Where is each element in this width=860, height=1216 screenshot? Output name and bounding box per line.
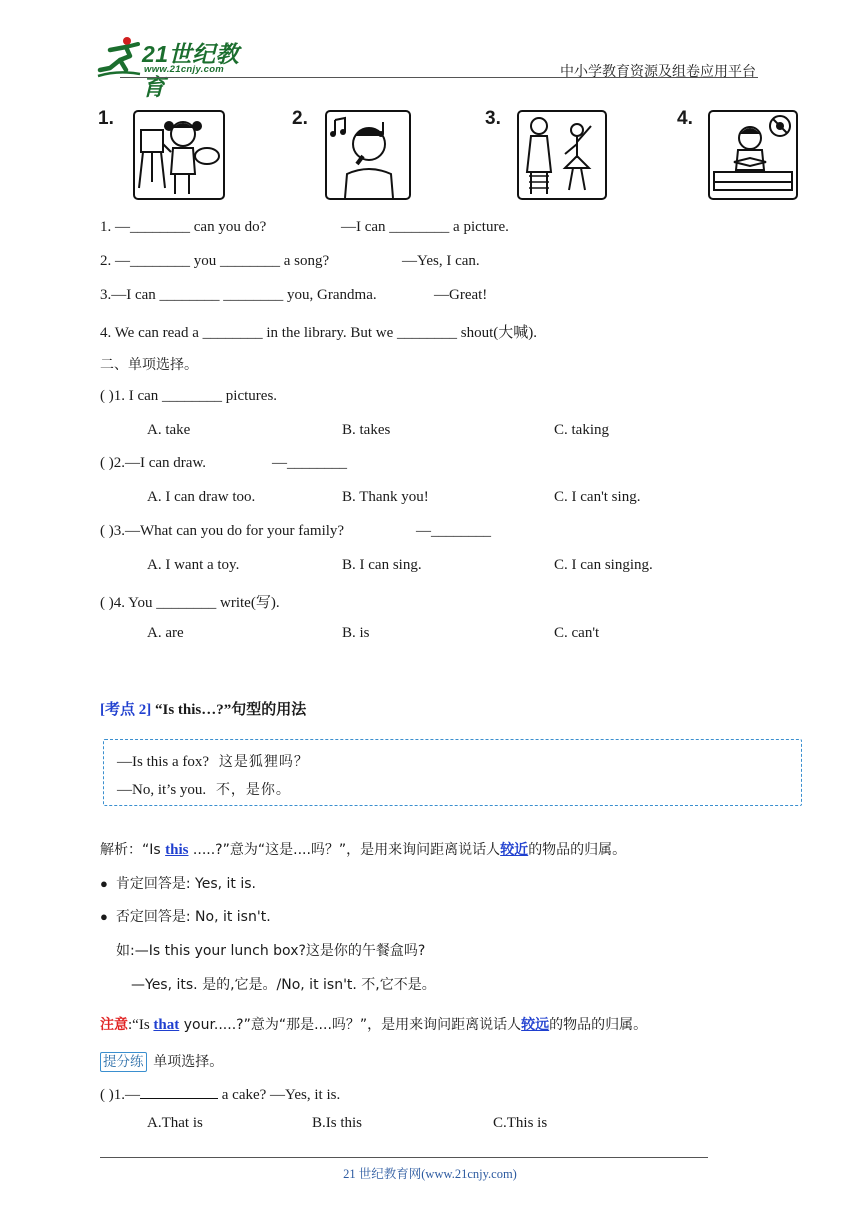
fill-question-1-answer: —I can ________ a picture. [341,219,509,235]
footer-divider [100,1157,708,1158]
platform-name: 中小学教育资源及组卷应用平台 [560,64,756,80]
practice-tag: 提分练 [100,1052,147,1072]
example-line-1-cn: 这是狐狸吗？ [218,754,309,770]
fill-question-3 [100,287,488,304]
grandma-dancing-icon [517,110,607,200]
mc-q3-option-c: C. I can singing. [554,557,653,573]
picture-number-2: 2. [292,108,308,129]
analysis-bullet-2-text: 否定回答是: No, it isn't. [115,909,271,925]
note-line [100,1014,647,1034]
practice-q1-option-a: A.That is [147,1115,203,1131]
fill-question-4: 4. We can read a ________ in the library. But we ________ shout(大喊). [100,325,538,341]
fill-question-3-ask: 3.—I can ________ ________ you, Grandma. [100,287,377,303]
practice-question-1-prefix: ( )1.— [100,1087,140,1103]
example-line-2-cn: 不，是你。 [215,782,291,798]
header-divider [120,77,758,78]
example-line-1 [117,751,309,771]
practice-q1-option-b: B.Is this [312,1115,363,1131]
analysis-bullet-1 [100,873,256,893]
analysis-keyword-this: this [165,842,189,858]
mc-q1-option-c: C. taking [554,422,609,438]
analysis-bullet-1-text: 肯定回答是: Yes, it is. [115,876,256,892]
fill-question-2 [100,253,480,270]
mc-question-3 [100,523,491,540]
mc-question-1: ( )1. I can ________ pictures. [100,388,278,404]
practice-q1-option-c: C.This is [493,1115,548,1131]
mc-q2-option-b: B. Thank you! [342,489,429,505]
fill-question-2-ask: 2. —________ you ________ a song? [100,253,330,269]
practice-question-1-suffix: a cake? —Yes, it is. [218,1087,341,1103]
mc-question-2-answer: —________ [272,455,347,471]
analysis-bullet-2 [100,906,271,926]
mc-q1-option-b: B. takes [342,422,391,438]
picture-number-4: 4. [677,108,693,129]
logo-url: www.21cnjy.com [144,64,225,75]
analysis-keyword-near: 较近 [500,842,529,858]
section-2-title: 二、单项选择。 [100,357,198,373]
example-line-2-en: —No, it’s you. [117,782,207,798]
boy-singing-icon [325,110,411,200]
kaodian-title: “Is this…?”句型的用法 [155,702,307,718]
note-label: 注意 [100,1017,128,1033]
note-keyword-far: 较远 [521,1017,550,1033]
kaodian-heading [100,698,306,719]
picture-number-1: 1. [98,108,114,129]
mc-q4-option-c: C. can't [554,625,600,641]
answer-blank [140,1087,218,1099]
analysis-example-2: —Yes, its. 是的,它是。/No, it isn't. 不,它不是。 [131,977,436,993]
analysis-line [100,839,626,859]
mc-q4-option-b: B. is [342,625,370,641]
kaodian-tag: [考点 2] [100,702,152,718]
mc-q3-option-b: B. I can sing. [342,557,422,573]
fill-question-3-answer: —Great! [434,287,488,303]
note-middle: your.....?”意为“那是....吗？”，是用来询问距离说话人 [179,1017,522,1033]
example-line-1-en: —Is this a fox? [117,754,210,770]
page-header [0,0,860,100]
mc-question-4: ( )4. You ________ write(写). [100,595,280,611]
analysis-prefix: 解析：“Is [100,842,166,858]
mc-q1-option-a: A. take [147,422,191,438]
fill-question-2-answer: —Yes, I can. [402,253,480,269]
logo-text: 21世纪教育 [142,41,240,100]
practice-title: 单项选择。 [153,1054,224,1070]
mc-question-3-ask: ( )3.—What can you do for your family? [100,523,345,539]
runner-logo-icon [96,36,142,78]
girl-painting-icon [133,110,225,200]
boy-reading-no-shout-icon [708,110,798,200]
mc-question-2 [100,455,347,472]
analysis-middle: .....?”意为“这是....吗？”，是用来询问距离说话人 [188,842,501,858]
analysis-example-1: 如:—Is this your lunch box?这是你的午餐盒吗? [116,943,426,959]
mc-q2-option-a: A. I can draw too. [147,489,256,505]
note-prefix: :“Is [128,1017,154,1033]
note-keyword-that: that [153,1017,180,1033]
mc-q3-option-a: A. I want a toy. [147,557,240,573]
analysis-suffix: 的物品的归属。 [528,842,627,858]
picture-number-3: 3. [485,108,501,129]
mc-question-3-answer: —________ [416,523,491,539]
fill-question-1 [100,219,509,236]
site-logo [96,36,261,100]
note-suffix: 的物品的归属。 [549,1017,648,1033]
mc-q4-option-a: A. are [147,625,184,641]
mc-q2-option-c: C. I can't sing. [554,489,641,505]
fill-question-1-ask: 1. —________ can you do? [100,219,267,235]
picture-row [0,108,860,204]
example-box [103,739,802,806]
practice-question-1 [100,1087,340,1104]
bullet-icon: ● [100,876,108,891]
practice-heading [100,1051,223,1072]
mc-question-2-ask: ( )2.—I can draw. [100,455,207,471]
bullet-icon: ● [100,909,108,924]
example-line-2 [117,779,291,799]
page-footer: 21 世纪教育网(www.21cnjy.com) [343,1167,517,1181]
